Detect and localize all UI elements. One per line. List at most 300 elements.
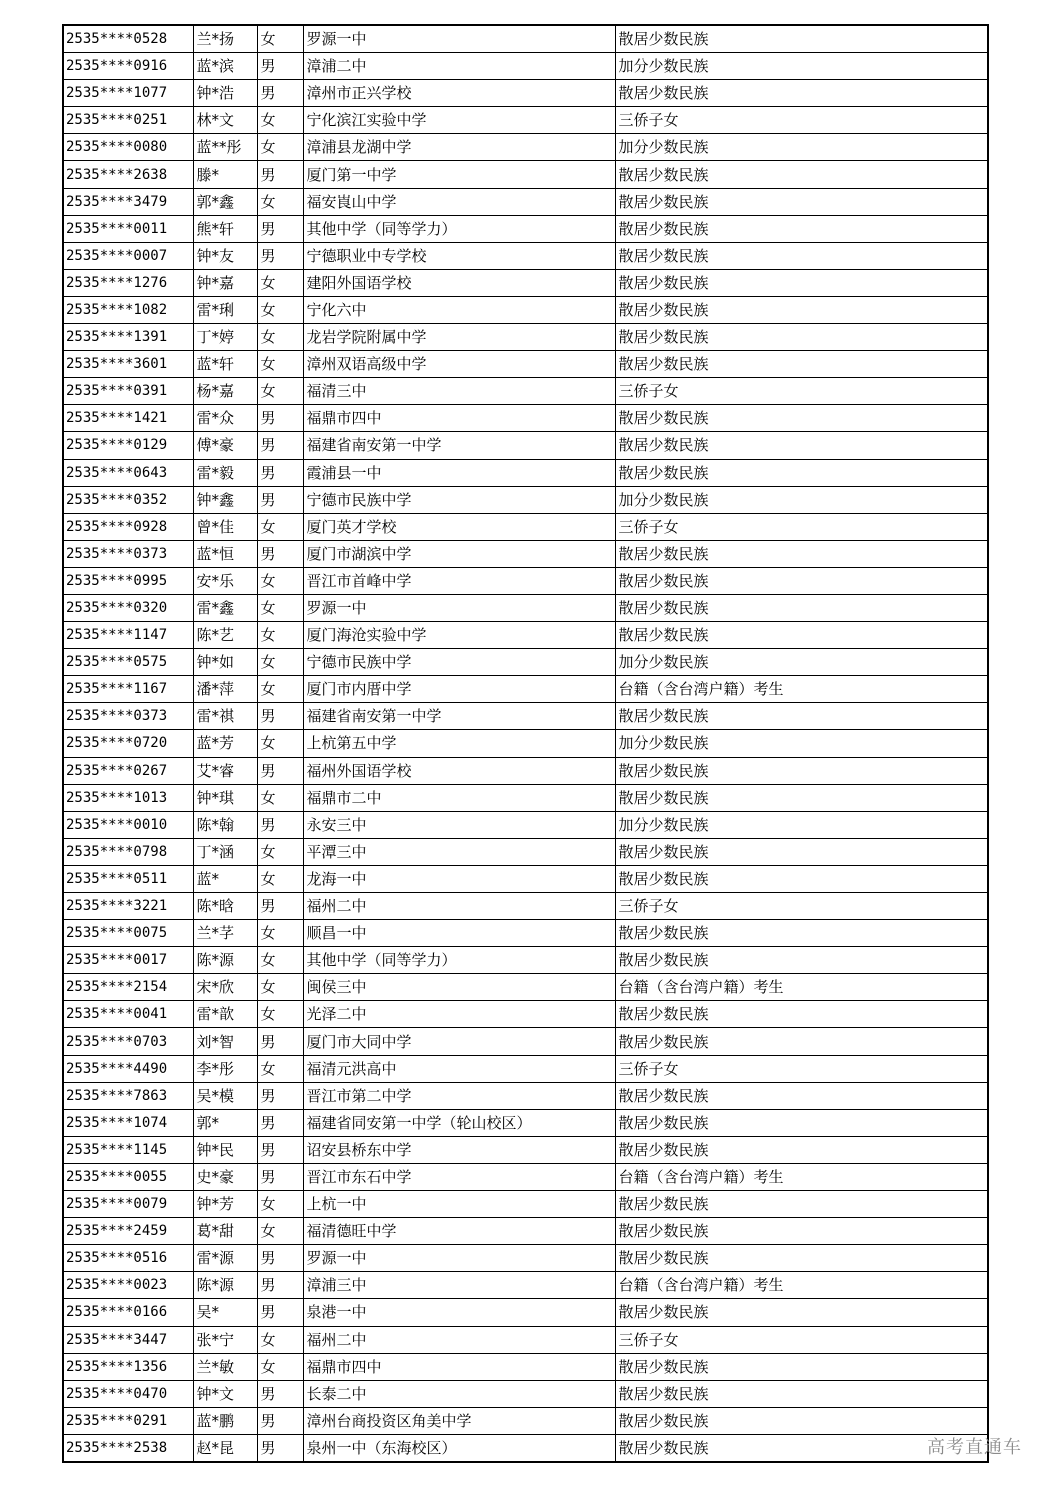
category-cell: 散居少数民族 (615, 1001, 988, 1028)
exam-id-cell: 2535****0017 (63, 947, 193, 974)
table-row (63, 351, 988, 378)
table-row (63, 1299, 988, 1326)
exam-id-cell: 2535****0995 (63, 567, 193, 594)
category-cell: 加分少数民族 (615, 649, 988, 676)
name-cell: 雷*琍 (193, 296, 257, 323)
school-cell: 宁化滨江实验中学 (303, 107, 615, 134)
exam-id-cell: 2535****2154 (63, 974, 193, 1001)
exam-id-cell: 2535****0007 (63, 242, 193, 269)
gender-cell: 男 (257, 1082, 303, 1109)
gender-cell: 男 (257, 486, 303, 513)
name-cell: 蓝**彤 (193, 134, 257, 161)
exam-id-cell: 2535****1356 (63, 1353, 193, 1380)
table-row (63, 25, 988, 53)
gender-cell: 男 (257, 1245, 303, 1272)
school-cell: 福安崀山中学 (303, 188, 615, 215)
watermark-text: 高考直通车 (927, 1437, 1022, 1458)
school-cell: 厦门市大同中学 (303, 1028, 615, 1055)
school-cell: 福清德旺中学 (303, 1218, 615, 1245)
exam-id-cell: 2535****3447 (63, 1326, 193, 1353)
table-row (63, 1109, 988, 1136)
name-cell: 雷*众 (193, 405, 257, 432)
category-cell: 散居少数民族 (615, 622, 988, 649)
school-cell: 其他中学（同等学力） (303, 215, 615, 242)
school-cell: 福州外国语学校 (303, 757, 615, 784)
exam-id-cell: 2535****0373 (63, 540, 193, 567)
table-row (63, 920, 988, 947)
exam-id-cell: 2535****0575 (63, 649, 193, 676)
school-cell: 其他中学（同等学力） (303, 947, 615, 974)
category-cell: 散居少数民族 (615, 1082, 988, 1109)
category-cell: 三侨子女 (615, 1055, 988, 1082)
school-cell: 泉州一中（东海校区） (303, 1434, 615, 1462)
name-cell: 葛*甜 (193, 1218, 257, 1245)
school-cell: 顺昌一中 (303, 920, 615, 947)
table-row (63, 703, 988, 730)
school-cell: 罗源一中 (303, 594, 615, 621)
gender-cell: 女 (257, 838, 303, 865)
exam-id-cell: 2535****0011 (63, 215, 193, 242)
exam-id-cell: 2535****0798 (63, 838, 193, 865)
exam-id-cell: 2535****0528 (63, 25, 193, 53)
table-row (63, 811, 988, 838)
gender-cell: 女 (257, 1001, 303, 1028)
category-cell: 散居少数民族 (615, 567, 988, 594)
name-cell: 陈*艺 (193, 622, 257, 649)
exam-id-cell: 2535****0916 (63, 53, 193, 80)
name-cell: 吴*模 (193, 1082, 257, 1109)
table-row (63, 893, 988, 920)
name-cell: 赵*昆 (193, 1434, 257, 1462)
category-cell: 三侨子女 (615, 107, 988, 134)
name-cell: 钟*芳 (193, 1191, 257, 1218)
category-cell: 散居少数民族 (615, 1380, 988, 1407)
table-row (63, 513, 988, 540)
name-cell: 丁*婷 (193, 324, 257, 351)
school-cell: 龙海一中 (303, 865, 615, 892)
name-cell: 宋*欣 (193, 974, 257, 1001)
gender-cell: 女 (257, 269, 303, 296)
name-cell: 蓝*鹏 (193, 1407, 257, 1434)
exam-id-cell: 2535****0166 (63, 1299, 193, 1326)
gender-cell: 男 (257, 161, 303, 188)
table-row (63, 324, 988, 351)
school-cell: 福州二中 (303, 893, 615, 920)
name-cell: 安*乐 (193, 567, 257, 594)
name-cell: 吴* (193, 1299, 257, 1326)
school-cell: 诏安县桥东中学 (303, 1136, 615, 1163)
gender-cell: 女 (257, 25, 303, 53)
exam-id-cell: 2535****0041 (63, 1001, 193, 1028)
school-cell: 漳浦二中 (303, 53, 615, 80)
category-cell: 散居少数民族 (615, 242, 988, 269)
name-cell: 蓝*芳 (193, 730, 257, 757)
school-cell: 永安三中 (303, 811, 615, 838)
exam-id-cell: 2535****0352 (63, 486, 193, 513)
gender-cell: 女 (257, 188, 303, 215)
name-cell: 钟*如 (193, 649, 257, 676)
table-row (63, 947, 988, 974)
gender-cell: 男 (257, 1136, 303, 1163)
school-cell: 霞浦县一中 (303, 459, 615, 486)
table-row (63, 405, 988, 432)
category-cell: 散居少数民族 (615, 865, 988, 892)
category-cell: 散居少数民族 (615, 215, 988, 242)
gender-cell: 男 (257, 405, 303, 432)
category-cell: 台籍（含台湾户籍）考生 (615, 1272, 988, 1299)
name-cell: 杨*嘉 (193, 378, 257, 405)
school-cell: 福鼎市四中 (303, 405, 615, 432)
table-row (63, 540, 988, 567)
category-cell: 散居少数民族 (615, 947, 988, 974)
gender-cell: 女 (257, 351, 303, 378)
table-row (63, 865, 988, 892)
gender-cell: 女 (257, 324, 303, 351)
category-cell: 散居少数民族 (615, 269, 988, 296)
category-cell: 散居少数民族 (615, 1109, 988, 1136)
exam-id-cell: 2535****1167 (63, 676, 193, 703)
category-cell: 散居少数民族 (615, 757, 988, 784)
gender-cell: 男 (257, 215, 303, 242)
exam-id-cell: 2535****0391 (63, 378, 193, 405)
school-cell: 漳浦县龙湖中学 (303, 134, 615, 161)
exam-id-cell: 2535****0470 (63, 1380, 193, 1407)
table-row (63, 80, 988, 107)
gender-cell: 男 (257, 1299, 303, 1326)
exam-id-cell: 2535****0320 (63, 594, 193, 621)
name-cell: 雷*源 (193, 1245, 257, 1272)
table-row (63, 757, 988, 784)
category-cell: 散居少数民族 (615, 1245, 988, 1272)
school-cell: 龙岩学院附属中学 (303, 324, 615, 351)
gender-cell: 男 (257, 893, 303, 920)
school-cell: 福州二中 (303, 1326, 615, 1353)
school-cell: 漳浦三中 (303, 1272, 615, 1299)
category-cell: 散居少数民族 (615, 838, 988, 865)
exam-id-cell: 2535****1074 (63, 1109, 193, 1136)
table-row (63, 1218, 988, 1245)
gender-cell: 女 (257, 296, 303, 323)
table-row (63, 622, 988, 649)
gender-cell: 女 (257, 1055, 303, 1082)
gender-cell: 男 (257, 540, 303, 567)
category-cell: 加分少数民族 (615, 486, 988, 513)
category-cell: 台籍（含台湾户籍）考生 (615, 1163, 988, 1190)
exam-id-cell: 2535****3601 (63, 351, 193, 378)
name-cell: 陈*翰 (193, 811, 257, 838)
gender-cell: 女 (257, 1353, 303, 1380)
table-row (63, 161, 988, 188)
category-cell: 散居少数民族 (615, 1218, 988, 1245)
gender-cell: 女 (257, 378, 303, 405)
category-cell: 散居少数民族 (615, 1136, 988, 1163)
school-cell: 厦门第一中学 (303, 161, 615, 188)
gender-cell: 男 (257, 1380, 303, 1407)
school-cell: 宁德市民族中学 (303, 486, 615, 513)
school-cell: 宁化六中 (303, 296, 615, 323)
gender-cell: 女 (257, 784, 303, 811)
gender-cell: 女 (257, 107, 303, 134)
table-row (63, 1055, 988, 1082)
gender-cell: 男 (257, 703, 303, 730)
table-row (63, 594, 988, 621)
category-cell: 加分少数民族 (615, 134, 988, 161)
table-row (63, 1245, 988, 1272)
name-cell: 李*彤 (193, 1055, 257, 1082)
exam-id-cell: 2535****0129 (63, 432, 193, 459)
exam-id-cell: 2535****0703 (63, 1028, 193, 1055)
school-cell: 福鼎市二中 (303, 784, 615, 811)
gender-cell: 女 (257, 649, 303, 676)
exam-id-cell: 2535****3221 (63, 893, 193, 920)
gender-cell: 男 (257, 459, 303, 486)
gender-cell: 女 (257, 513, 303, 540)
exam-id-cell: 2535****0023 (63, 1272, 193, 1299)
name-cell: 郭*鑫 (193, 188, 257, 215)
name-cell: 张*宁 (193, 1326, 257, 1353)
gender-cell: 女 (257, 1326, 303, 1353)
category-cell: 散居少数民族 (615, 784, 988, 811)
exam-id-cell: 2535****1421 (63, 405, 193, 432)
name-cell: 丁*涵 (193, 838, 257, 865)
school-cell: 宁德职业中专学校 (303, 242, 615, 269)
school-cell: 上杭一中 (303, 1191, 615, 1218)
table-row (63, 1407, 988, 1434)
student-list-table (62, 24, 989, 1463)
name-cell: 蓝*轩 (193, 351, 257, 378)
school-cell: 上杭第五中学 (303, 730, 615, 757)
name-cell: 雷*鑫 (193, 594, 257, 621)
category-cell: 散居少数民族 (615, 1191, 988, 1218)
table-row (63, 378, 988, 405)
table-row (63, 215, 988, 242)
school-cell: 厦门市内厝中学 (303, 676, 615, 703)
table-row (63, 296, 988, 323)
exam-id-cell: 2535****2459 (63, 1218, 193, 1245)
school-cell: 建阳外国语学校 (303, 269, 615, 296)
exam-id-cell: 2535****1145 (63, 1136, 193, 1163)
school-cell: 晋江市东石中学 (303, 1163, 615, 1190)
gender-cell: 女 (257, 947, 303, 974)
table-row (63, 730, 988, 757)
exam-id-cell: 2535****1077 (63, 80, 193, 107)
gender-cell: 女 (257, 920, 303, 947)
name-cell: 兰*敏 (193, 1353, 257, 1380)
gender-cell: 男 (257, 80, 303, 107)
school-cell: 福清三中 (303, 378, 615, 405)
category-cell: 加分少数民族 (615, 53, 988, 80)
table-body (63, 25, 988, 1462)
school-cell: 厦门市湖滨中学 (303, 540, 615, 567)
school-cell: 罗源一中 (303, 25, 615, 53)
category-cell: 散居少数民族 (615, 405, 988, 432)
exam-id-cell: 2535****1391 (63, 324, 193, 351)
exam-id-cell: 2535****0720 (63, 730, 193, 757)
gender-cell: 男 (257, 242, 303, 269)
category-cell: 散居少数民族 (615, 432, 988, 459)
table-row (63, 432, 988, 459)
name-cell: 钟*琪 (193, 784, 257, 811)
school-cell: 福清元洪高中 (303, 1055, 615, 1082)
school-cell: 福鼎市四中 (303, 1353, 615, 1380)
exam-id-cell: 2535****0251 (63, 107, 193, 134)
school-cell: 福建省南安第一中学 (303, 432, 615, 459)
exam-id-cell: 2535****0055 (63, 1163, 193, 1190)
gender-cell: 男 (257, 1434, 303, 1462)
school-cell: 罗源一中 (303, 1245, 615, 1272)
gender-cell: 女 (257, 134, 303, 161)
gender-cell: 女 (257, 1191, 303, 1218)
table-row (63, 1434, 988, 1462)
gender-cell: 男 (257, 53, 303, 80)
name-cell: 雷*毅 (193, 459, 257, 486)
table-row (63, 53, 988, 80)
table-row (63, 1082, 988, 1109)
table-row (63, 649, 988, 676)
name-cell: 史*豪 (193, 1163, 257, 1190)
exam-id-cell: 2535****1082 (63, 296, 193, 323)
school-cell: 光泽二中 (303, 1001, 615, 1028)
name-cell: 雷*歆 (193, 1001, 257, 1028)
category-cell: 三侨子女 (615, 378, 988, 405)
category-cell: 散居少数民族 (615, 1434, 988, 1462)
gender-cell: 男 (257, 1407, 303, 1434)
exam-id-cell: 2535****4490 (63, 1055, 193, 1082)
category-cell: 散居少数民族 (615, 540, 988, 567)
category-cell: 散居少数民族 (615, 920, 988, 947)
category-cell: 台籍（含台湾户籍）考生 (615, 676, 988, 703)
name-cell: 陈*源 (193, 1272, 257, 1299)
gender-cell: 女 (257, 1218, 303, 1245)
category-cell: 散居少数民族 (615, 703, 988, 730)
exam-id-cell: 2535****7863 (63, 1082, 193, 1109)
name-cell: 蓝*恒 (193, 540, 257, 567)
category-cell: 散居少数民族 (615, 188, 988, 215)
gender-cell: 男 (257, 757, 303, 784)
name-cell: 兰*芓 (193, 920, 257, 947)
school-cell: 漳州市正兴学校 (303, 80, 615, 107)
category-cell: 台籍（含台湾户籍）考生 (615, 974, 988, 1001)
exam-id-cell: 2535****0516 (63, 1245, 193, 1272)
category-cell: 散居少数民族 (615, 25, 988, 53)
category-cell: 散居少数民族 (615, 459, 988, 486)
gender-cell: 男 (257, 1109, 303, 1136)
name-cell: 林*文 (193, 107, 257, 134)
exam-id-cell: 2535****3479 (63, 188, 193, 215)
name-cell: 滕* (193, 161, 257, 188)
school-cell: 泉港一中 (303, 1299, 615, 1326)
name-cell: 蓝*滨 (193, 53, 257, 80)
school-cell: 厦门英才学校 (303, 513, 615, 540)
gender-cell: 男 (257, 1028, 303, 1055)
category-cell: 三侨子女 (615, 1326, 988, 1353)
exam-id-cell: 2535****0075 (63, 920, 193, 947)
table-row (63, 1191, 988, 1218)
name-cell: 熊*轩 (193, 215, 257, 242)
exam-id-cell: 2535****0080 (63, 134, 193, 161)
exam-id-cell: 2535****2638 (63, 161, 193, 188)
name-cell: 兰*扬 (193, 25, 257, 53)
category-cell: 加分少数民族 (615, 730, 988, 757)
table-row (63, 1353, 988, 1380)
exam-id-cell: 2535****2538 (63, 1434, 193, 1462)
category-cell: 散居少数民族 (615, 80, 988, 107)
school-cell: 平潭三中 (303, 838, 615, 865)
name-cell: 钟*嘉 (193, 269, 257, 296)
category-cell: 散居少数民族 (615, 351, 988, 378)
category-cell: 散居少数民族 (615, 296, 988, 323)
table-row (63, 242, 988, 269)
school-cell: 厦门海沧实验中学 (303, 622, 615, 649)
category-cell: 三侨子女 (615, 513, 988, 540)
table-row (63, 134, 988, 161)
exam-id-cell: 2535****0010 (63, 811, 193, 838)
school-cell: 长泰二中 (303, 1380, 615, 1407)
name-cell: 钟*文 (193, 1380, 257, 1407)
exam-id-cell: 2535****1013 (63, 784, 193, 811)
category-cell: 散居少数民族 (615, 1407, 988, 1434)
school-cell: 晋江市第二中学 (303, 1082, 615, 1109)
name-cell: 钟*民 (193, 1136, 257, 1163)
name-cell: 钟*友 (193, 242, 257, 269)
table-row (63, 1163, 988, 1190)
name-cell: 陈*源 (193, 947, 257, 974)
name-cell: 雷*祺 (193, 703, 257, 730)
category-cell: 散居少数民族 (615, 594, 988, 621)
name-cell: 钟*鑫 (193, 486, 257, 513)
school-cell: 漳州双语高级中学 (303, 351, 615, 378)
table-row (63, 1136, 988, 1163)
table-row (63, 1001, 988, 1028)
name-cell: 钟*浩 (193, 80, 257, 107)
school-cell: 福建省同安第一中学（轮山校区） (303, 1109, 615, 1136)
name-cell: 曾*佳 (193, 513, 257, 540)
exam-id-cell: 2535****0643 (63, 459, 193, 486)
table-row (63, 784, 988, 811)
exam-id-cell: 2535****0373 (63, 703, 193, 730)
table-row (63, 459, 988, 486)
category-cell: 散居少数民族 (615, 1028, 988, 1055)
gender-cell: 女 (257, 594, 303, 621)
table-row (63, 188, 988, 215)
category-cell: 散居少数民族 (615, 1353, 988, 1380)
school-cell: 闽侯三中 (303, 974, 615, 1001)
gender-cell: 男 (257, 811, 303, 838)
table-row (63, 838, 988, 865)
category-cell: 散居少数民族 (615, 161, 988, 188)
gender-cell: 女 (257, 622, 303, 649)
gender-cell: 女 (257, 567, 303, 594)
table-row (63, 1272, 988, 1299)
category-cell: 三侨子女 (615, 893, 988, 920)
category-cell: 加分少数民族 (615, 811, 988, 838)
table-row (63, 269, 988, 296)
name-cell: 刘*智 (193, 1028, 257, 1055)
exam-id-cell: 2535****1276 (63, 269, 193, 296)
name-cell: 陈*晗 (193, 893, 257, 920)
school-cell: 漳州台商投资区角美中学 (303, 1407, 615, 1434)
table-row (63, 107, 988, 134)
table-row (63, 486, 988, 513)
name-cell: 蓝* (193, 865, 257, 892)
exam-id-cell: 2535****0928 (63, 513, 193, 540)
exam-id-cell: 2535****0291 (63, 1407, 193, 1434)
name-cell: 傅*豪 (193, 432, 257, 459)
name-cell: 艾*睿 (193, 757, 257, 784)
table-row (63, 1380, 988, 1407)
table-row (63, 1326, 988, 1353)
table-row (63, 567, 988, 594)
